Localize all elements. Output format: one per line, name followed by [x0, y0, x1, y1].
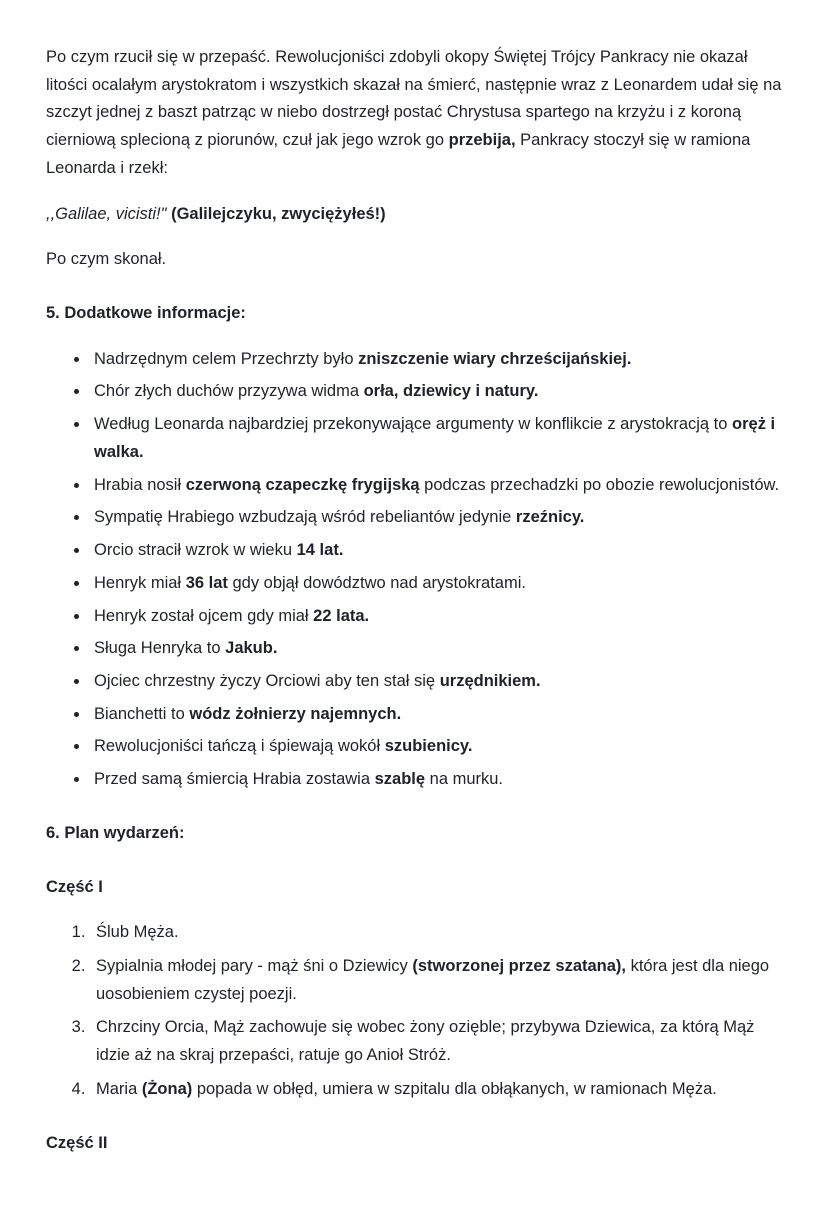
list-item: • Nadrzędnym celem Przechrzty było zniszczenie wiary chrześcijańskiej.: [90, 346, 782, 374]
list-item: • Henryk został ojcem gdy miał 22 lata.: [90, 603, 782, 631]
list-item: • Hrabia nosił czerwoną czapeczkę frygijską podczas przechadzki po obozie rewolucjonistów.: [90, 472, 782, 500]
section-heading-additional-info: 5. Dodatkowe informacje:: [46, 304, 246, 323]
list-item: • Sympatię Hrabiego wzbudzają wśród rebeliantów jedynie rzeźnicy.: [90, 504, 782, 532]
part-one-heading: Część I: [46, 877, 103, 896]
event-item: 4. Maria (Żona) popada w obłęd, umiera w szpitalu dla obłąkanych, w ramionach Męża.: [90, 1076, 782, 1104]
section-heading-event-plan: 6. Plan wydarzeń:: [46, 823, 185, 842]
event-item: 3. Chrzciny Orcia, Mąż zachowuje się wobec żony ozięble; przybywa Dziewica, za którą Mąż idzie aż na skraj przepaści, ratuje go Anioł Stróż.: [90, 1014, 782, 1069]
part-one-events-list: [46, 919, 782, 1103]
list-item: • Rewolucjoniści tańczą i śpiewają wokół szubienicy.: [90, 733, 782, 761]
list-item: • Sługa Henryka to Jakub.: [90, 635, 782, 663]
additional-info-list: [46, 346, 782, 794]
list-item: • Chór złych duchów przyzywa widma orła, dziewicy i natury.: [90, 378, 782, 406]
list-item: • Przed samą śmiercią Hrabia zostawia szablę na murku.: [90, 766, 782, 794]
event-item: 1. Ślub Męża.: [90, 919, 782, 947]
event-item: 2. Sypialnia młodej pary - mąż śni o Dziewicy (stworzonej przez szatana), która jest dla niego uosobieniem czystej poezji.: [90, 953, 782, 1008]
intro-paragraph: Po czym rzucił się w przepaść. Rewolucjoniści zdobyli okopy Świętej Trójcy Pankracy nie okazał litości ocalałym arystokratom i wszystkich skazał na śmierć, następnie wraz z Leonardem udał się na szczyt jednej z baszt patrząc w niebo dostrzegł postać Chrystusa spartego na krzyżu i z koroną cierniową splecioną z piorunów, czuł jak jego wzrok go przebija, Pankracy stoczył się w ramiona Leonarda i rzekł:: [46, 48, 782, 177]
list-item: • Według Leonarda najbardziej przekonywające argumenty w konflikcie z arystokracją to oręż i walka.: [90, 411, 782, 466]
part-two-heading: Część II: [46, 1133, 108, 1152]
closing-paragraph: Po czym skonał.: [46, 250, 167, 269]
list-item: • Ojciec chrzestny życzy Orciowi aby ten stał się urzędnikiem.: [90, 668, 782, 696]
quote-line: ,,Galilae, vicisti!" (Galilejczyku, zwyciężyłeś!): [46, 204, 386, 223]
list-item: • Henryk miał 36 lat gdy objął dowództwo nad arystokratami.: [90, 570, 782, 598]
list-item: • Orcio stracił wzrok w wieku 14 lat.: [90, 537, 782, 565]
list-item: • Bianchetti to wódz żołnierzy najemnych.: [90, 701, 782, 729]
